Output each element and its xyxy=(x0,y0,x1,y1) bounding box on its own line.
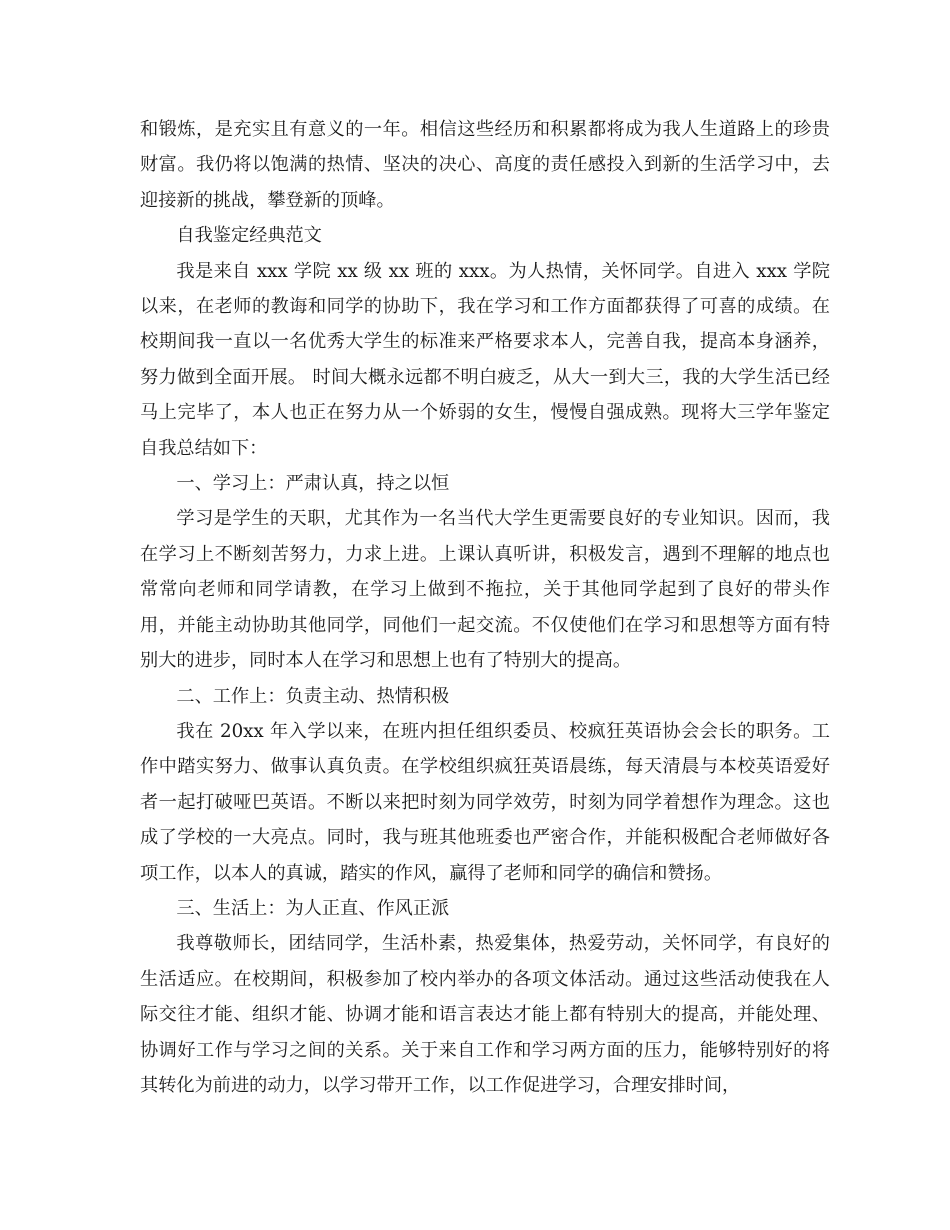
paragraph-study: 学习是学生的天职，尤其作为一名当代大学生更需要良好的专业知识。因而，我在学习上不断刻苦努力，力求上进。上课认真听讲，积极发言，遇到不理解的地点也常常向老师和同学请教，在学习上做到不拖拉，关于其他同学起到了良好的带头作用，并能主动协助其他同学，同他们一起交流。不仅使他们在学习和思想等方面有特别大的进步，同时本人在学习和思想上也有了特别大的提高。 xyxy=(140,508,830,672)
article-title: 自我鉴定经典范文 xyxy=(176,225,322,247)
section-heading-life: 三、生活上：为人正直、作风正派 xyxy=(176,897,450,919)
paragraph-continued: 和锻炼，是充实且有意义的一年。相信这些经历和积累都将成为我人生道路上的珍贵财富。我仍将以饱满的热情、坚决的决心、高度的责任感投入到新的生活学习中，去迎接新的挑战，攀登新的顶峰。 xyxy=(140,119,830,211)
section-heading-study: 一、学习上：严肃认真，持之以恒 xyxy=(176,473,450,495)
section-heading-work: 二、工作上：负责主动、热情积极 xyxy=(176,685,450,707)
paragraph-intro: 我是来自 xxx 学院 xx 级 xx 班的 xxx。为人热情，关怀同学。自进入 xxx 学院以来，在老师的教诲和同学的协助下，我在学习和工作方面都获得了可喜的成绩。在校期间我一直以一名优秀大学生的标准来严格要求本人，完善自我，提高本身涵养，努力做到全面开展。 时间大概永远都不明白疲乏，从大一到大三，我的大学生活已经马上完毕了，本人也正在努力从一个娇弱的女生，慢慢自强成熟。现将大三学年鉴定自我总结如下： xyxy=(140,260,830,459)
paragraph-life: 我尊敬师长，团结同学，生活朴素，热爱集体，热爱劳动，关怀同学，有良好的生活适应。在校期间，积极参加了校内举办的各项文体活动。通过这些活动使我在人际交往才能、组织才能、协调才能和语言表达才能上都有特别大的提高，并能处理、协调好工作与学习之间的关系。关于来自工作和学习两方面的压力，能够特别好的将其转化为前进的动力，以学习带开工作，以工作促进学习，合理安排时间， xyxy=(140,933,830,1096)
document-body xyxy=(140,112,830,1103)
paragraph-work: 我在 20xx 年入学以来，在班内担任组织委员、校疯狂英语协会会长的职务。工作中踏实努力、做事认真负责。在学校组织疯狂英语晨练，每天清晨与本校英语爱好者一起打破哑巴英语。不断以来把时刻为同学效劳，时刻为同学着想作为理念。这也成了学校的一大亮点。同时，我与班其他班委也严密合作，并能积极配合老师做好各项工作，以本人的真诚，踏实的作风，赢得了老师和同学的确信和赞扬。 xyxy=(140,720,830,884)
